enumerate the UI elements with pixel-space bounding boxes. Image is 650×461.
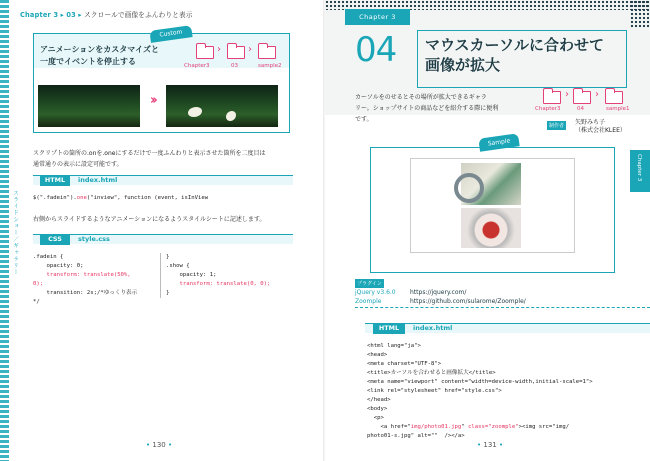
folder-label: 04 bbox=[577, 106, 584, 112]
side-label: スライドショー／ギャラリー bbox=[12, 190, 18, 276]
double-chevron-icon: ›› bbox=[150, 93, 155, 108]
css-section-filename: style.css bbox=[78, 235, 110, 243]
code-line: <meta charset="UTF-8"> bbox=[367, 361, 442, 367]
code-line: <title>カーソルを合わせると画像拡大</title> bbox=[367, 370, 496, 376]
code-line: opacity: 0; bbox=[33, 263, 84, 269]
html-section-filename: index.html bbox=[413, 324, 453, 332]
plugin-tag: プラグイン bbox=[357, 281, 382, 287]
code-divider bbox=[160, 253, 161, 298]
code-line: 0); bbox=[33, 281, 44, 287]
code-line: transform: translate(50%, bbox=[33, 272, 131, 278]
gallery-photo-2 bbox=[461, 208, 521, 248]
section-number: 04 bbox=[355, 30, 397, 70]
code-line: } bbox=[166, 290, 170, 296]
page-number: • 131 • bbox=[477, 441, 504, 449]
page-number: • 130 • bbox=[146, 441, 173, 449]
code-line: <body> bbox=[367, 406, 388, 412]
html-section-tag: HTML bbox=[40, 175, 70, 186]
body-paragraph-1: スクリプトの箇所の.onを.oneにするだけで一度ふんわりと表示させた箇所を二度目は 通常通りの表示に設定可能です。 bbox=[33, 150, 266, 168]
plugin-row: Zoomple https://github.com/sularome/Zoomple/ bbox=[355, 298, 526, 305]
plugin-row: jQuery v3.6.0 https://jquery.com/ bbox=[355, 289, 467, 296]
html-code-block bbox=[367, 342, 593, 423]
code-line: .fadein { bbox=[33, 254, 64, 260]
css-code-right bbox=[166, 253, 270, 298]
code-line: <head> bbox=[367, 352, 388, 358]
css-section-bar bbox=[33, 234, 293, 244]
folder-icon bbox=[196, 46, 214, 59]
corner-dots bbox=[630, 0, 650, 28]
folder-icon bbox=[605, 91, 623, 104]
html-section-tag: HTML bbox=[373, 323, 405, 334]
chevron-right-icon: › bbox=[217, 44, 221, 55]
code-line: transition: 2s;/*ゆっくり表示 bbox=[33, 290, 138, 296]
code-line: <meta name="viewport" content="width=device-width,initial-scale=1"> bbox=[367, 379, 593, 385]
code-line: <link rel="stylesheet" href="style.css"> bbox=[367, 388, 502, 394]
folder-icon bbox=[543, 91, 561, 104]
dashed-divider bbox=[355, 307, 650, 309]
code-line: <p> bbox=[367, 415, 384, 421]
folder-icon bbox=[573, 91, 591, 104]
chapter-badge: Chapter 3 bbox=[345, 9, 410, 25]
code-line: <html lang="ja"> bbox=[367, 343, 421, 349]
chevron-right-icon: › bbox=[565, 89, 569, 100]
css-section-tag: CSS bbox=[40, 234, 70, 245]
custom-box-title: アニメーションをカスタマイズと 一度でイベントを停止する bbox=[40, 45, 160, 66]
before-photo bbox=[38, 85, 140, 127]
running-head: Chapter 3 ▸ 03 ▸ スクロールで画像をふんわりと表示 bbox=[20, 11, 193, 19]
right-page bbox=[325, 0, 650, 461]
folder-label: 03 bbox=[231, 63, 238, 69]
folder-label: sample2 bbox=[258, 63, 282, 69]
html-code-line: $(".fadein").one("inview", function (event, isInView bbox=[33, 195, 209, 201]
code-line: } bbox=[166, 254, 170, 260]
code-line: transform: translate(0, 0); bbox=[166, 281, 271, 287]
zoom-lens bbox=[454, 173, 484, 203]
left-edge-stripe bbox=[0, 0, 9, 461]
html-section-filename: index.html bbox=[78, 176, 118, 184]
html-section-bar bbox=[365, 323, 650, 333]
code-line: </head> bbox=[367, 397, 391, 403]
chevron-right-icon: › bbox=[595, 89, 599, 100]
page-title: マウスカーソルに合わせて 画像が拡大 bbox=[425, 36, 604, 74]
author: 矢野みち子 （株式会社KLEE） bbox=[575, 119, 626, 134]
chevron-right-icon: › bbox=[248, 44, 252, 55]
folder-label: Chapter3 bbox=[535, 106, 561, 112]
author-tag: 制作者 bbox=[549, 123, 565, 129]
description: カーソルをのせるとその場所が拡大できるギャラ リー。ショップサイトの商品などを紹介する際に便利 です。 bbox=[355, 94, 499, 123]
folder-icon bbox=[258, 46, 276, 59]
code-line: */ bbox=[33, 299, 40, 305]
code-line: .show { bbox=[166, 263, 190, 269]
html-section-bar bbox=[33, 175, 293, 185]
custom-tag: Custom bbox=[149, 25, 192, 43]
body-paragraph-2: 右側からスライドするようなアニメーションになるようスタイルシートに記述します。 bbox=[33, 216, 266, 223]
chapter-side-tab: Chapter 3 bbox=[630, 150, 650, 192]
sample-tag: Sample bbox=[478, 133, 519, 151]
html-code-line: photo01-s.jpg" alt="" /></a> bbox=[367, 433, 465, 439]
folder-label: sample1 bbox=[606, 106, 630, 112]
css-code-left bbox=[33, 253, 137, 307]
html-code-line: <a href="img/photo01.jpg" class="zoomple"><img src="img/ bbox=[367, 424, 570, 430]
after-photo bbox=[166, 85, 278, 127]
folder-icon bbox=[227, 46, 245, 59]
folder-label: Chapter3 bbox=[184, 63, 210, 69]
code-line: opacity: 1; bbox=[166, 272, 217, 278]
